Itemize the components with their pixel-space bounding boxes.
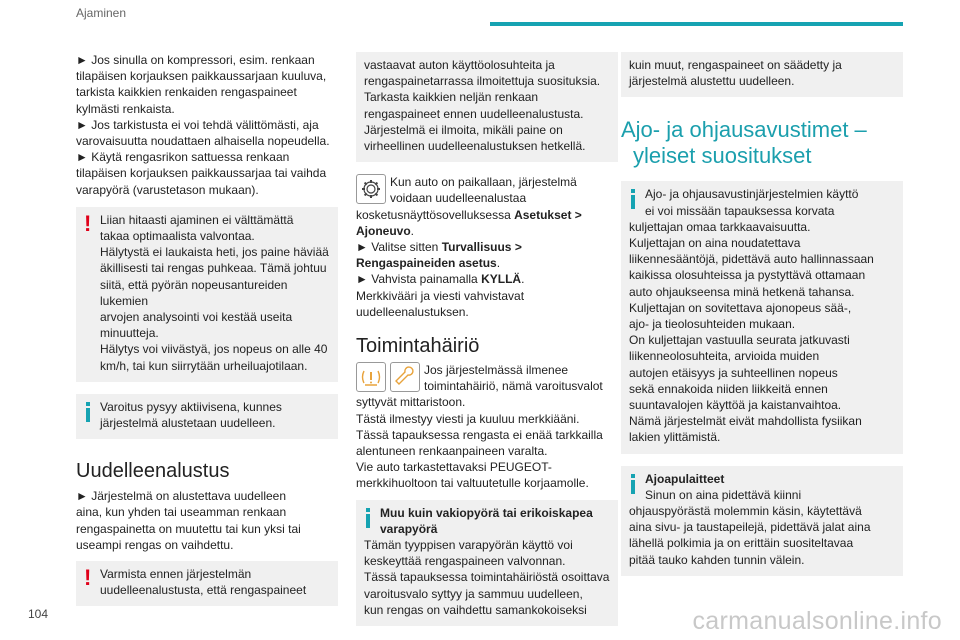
text-line: km/h, tai kun siirrytään urheiluajotilaan. [100,358,308,373]
section-heading-driving-aids: Ajo- ja ohjausavustimet – yleiset suositukset [621,117,867,169]
column-3 [621,52,903,576]
text-line: arvojen analysointi voi kestää useita [100,310,293,325]
text-line: alentuneen renkaanpaineen varalta. [356,444,548,459]
warning-icon: ! [84,210,92,236]
text-line: Tässä tapauksessa rengasta ei enää tarkkailla [356,427,603,442]
text-line: Sinun on aina pidettävä kiinni [645,487,802,502]
service-wrench-icon [390,362,420,392]
text-line: Tämän tyyppisen varapyörän käyttö voi [364,538,573,553]
header-accent-bar [490,22,903,26]
text-line: sekä ennakoida niiden liikkeitä ennen [629,381,828,396]
page-number: 104 [28,607,49,621]
text-line: varovaisuutta noudattaen alhaisella nopeudella. [76,134,330,149]
column-2 [356,52,618,626]
text-line: Varoitus pysyy aktiivisena, kunnes [100,399,282,414]
warning-box-pressure-check [76,561,338,606]
text-line: kuljettajan omaa tarkkaavaisuutta. [629,219,811,234]
column-1 [76,52,338,606]
text-line: järjestelmä alustetaan uudelleen. [100,416,276,431]
text-line: rengaspainetarrassa ilmoitettuja suosituksia. [364,74,601,89]
text-line: rengaspaineet ennen uudelleenalustusta. [364,106,584,121]
text-line: tilapäisen korjauksen paikkaussarjaan kuuluva, [76,69,327,84]
tpms-check-text [76,52,338,198]
text-line: kun rengas on vaihdettu samankokoiseksi [364,602,587,617]
text-line: On kuljettajan vastuulla seurata jatkuvasti [629,333,850,348]
text-line: Ajo- ja ohjausavustinjärjestelmien käyttö [645,187,859,202]
text-line: varapyörä (varustetason mukaan). [76,182,259,197]
info-icon [631,189,635,209]
text-line: Kuljettajan on aina noudatettava [629,236,801,251]
text-line: lähellä polkimia ja on erittäin suositeltavaa [629,536,854,551]
text-line: vastaavat auton käyttöolosuhteita ja [364,58,555,72]
text-line: Vie auto tarkastettavaksi PEUGEOT- [356,460,552,475]
text-line: äkillisesti tai rengas puhkeaa. Tämä johtuu [100,261,327,276]
text-line: virheellinen uudelleenalustuksen hetkellä. [364,139,586,154]
text-line: minuutteja. [100,326,159,341]
text-line: ohjauspyörästä molemmin käsin, käytettävä [629,504,862,519]
text-line: aina, kun yhden tai useamman renkaan [76,505,287,520]
text-line: useampi rengas on vaihdettu. [76,537,234,552]
text-line: pitää tauko kahden tunnin välein. [629,552,805,567]
text-line: Nämä järjestelmät eivät mahdollista fysiikan [629,414,862,429]
text-line: Kuljettajan on sovitettava ajonopeus sää-, [629,300,852,315]
text-line: siitä, että pyörän nopeusantureiden lukemien [100,277,288,308]
text-line: autojen etäisyys ja suhteellinen nopeus [629,365,838,380]
text-line: ► Käytä rengasrikon sattuessa renkaan [76,150,290,165]
info-icon [86,402,90,422]
text-line: merkkihuoltoon tai valtuutetulle korjaamolle. [356,476,589,491]
text-line: ► Jos sinulla on kompressori, esim. renkaan [76,53,315,67]
text-line: tilapäisen korjauksen paikkaussarjaa tai vaihda [76,166,327,181]
text-line: ► Jos tarkistusta ei voi tehdä välittömästi, aja [76,117,319,132]
text-line: Tässä tapauksessa toimintahäiriöstä osoittava [364,570,610,585]
warning-box-continued [356,52,618,162]
text-line: varoitusvalo syttyy ja sammuu uudelleen, [364,586,583,601]
text-line: järjestelmä alustettu uudelleen. [629,74,795,89]
text-line: uudelleenalustuksen. [356,304,469,319]
text-line: tarkista kaikkien renkaiden rengaspaineet [76,85,297,100]
text-line: lakien ylittämistä. [629,430,721,445]
text-line: Järjestelmä ei ilmoita, mikäli paine on [364,122,563,137]
warning-icon: ! [84,565,92,591]
section-heading-malfunction: Toimintahäiriö [356,335,480,358]
info-box-driver-responsibility [621,181,903,453]
section-heading-reset: Uudelleenalustus [76,460,230,483]
settings-gear-icon [356,174,386,204]
text-line: Hälytystä ei laukaista heti, jos paine häviää [100,245,329,260]
malfunction-paragraph: Jos järjestelmässä ilmenee toimintahäiriö, nämä varoitusvalot syttyvät mittaristoon. Tästä ilmestyy viesti ja kuuluu merkkiääni. Tässä tapauksessa rengasta ei enää tarkkailla alentuneen renkaanpaineen varalta. Vie auto tarkastettavaksi PEUGEOT- merkkihuoltoon tai valtuutetulle korjaamolle. [356,362,618,492]
text-line: takaa optimaalista valvontaa. [100,229,255,244]
info-box-warning-active [76,394,338,439]
text-line: suuntavalojen käyttöä ja kaistanvaihtoa. [629,398,842,413]
info-box-spare-wheel: Muu kuin vakiopyörä tai erikoiskapea varapyörä Tämän tyyppisen varapyörän käyttö voi keskeyttää rengaspaineen valvonnan. Tässä tapauksessa toimintahäiriöstä osoittava varoitusvalo syttyy ja sammuu uudelleen, kun rengas on vaihdettu samankokoiseksi [356,500,618,626]
warning-box-slow-driving [76,207,338,382]
info-icon [366,508,370,528]
watermark: carmanualsonline.info [692,607,942,635]
tyre-warning-icon [356,362,386,392]
text-line: uudelleenalustusta, että rengaspaineet [100,583,307,598]
text-line: kuin muut, rengaspaineet on säädetty ja [629,58,842,72]
text-line: liikennesääntöjä, pidettävä auto hallinnassaan [629,252,874,267]
text-line: liikenneolosuhteita, arvioida muiden [629,349,820,364]
text-line: rengaspainetta on muutettu tai kun yksi tai [76,521,301,536]
info-box-driving-aids: Ajoapulaitteet Sinun on aina pidettävä kiinni ohjauspyörästä molemmin käsin, käytettävä aina sivu- ja taustapeilejä, pidettävä jalat aina lähellä polkimia ja on erittäin suositeltavaa pitää tauko kahden tunnin välein. [621,466,903,576]
text-line: Hälytys voi viivästyä, jos nopeus on alle 40 [100,342,328,357]
text-line: aina sivu- ja taustapeilejä, pidettävä jalat aina [629,520,871,535]
text-line: syttyvät mittaristoon. [356,395,466,410]
text-line: keskeyttää rengaspaineen valvonnan. [364,554,566,569]
info-box-continued [621,52,903,97]
text-line: Varmista ennen järjestelmän [100,567,252,582]
text-line: ajo- ja tieolosuhteiden mukaan. [629,317,796,332]
info-icon [631,474,635,494]
text-line: kylmästi renkaista. [76,101,175,116]
text-line: Merkkivääri ja viesti vahvistavat [356,288,525,303]
text-line: Tästä ilmestyy viesti ja kuuluu merkkiääni. [356,411,580,426]
text-line: kaikissa olosuhteissa ja pystyttävä ottamaan [629,268,866,283]
text-line: ei voi missään tapauksessa korvata [645,203,835,218]
text-line: Liian hitaasti ajaminen ei välttämättä [100,212,294,227]
text-line: ► Järjestelmä on alustettava uudelleen [76,489,286,504]
reset-text [76,488,338,553]
settings-reset-paragraph: Kun auto on paikallaan, järjestelmä voidaan uudelleenalustaa kosketusnäyttösovelluksessa Asetukset > Ajoneuvo. ► Valitse sitten Turvallisuus > Rengaspaineiden asetus. ► Vahvista painamalla KYLLÄ. Merkkivääri ja viesti vahvistavat uudelleenalustuksen. [356,174,618,320]
text-line: Tarkasta kaikkien neljän renkaan [364,90,539,105]
running-header: Ajaminen [76,6,127,20]
text-line: auto ohjaukseensa minä hetkenä tahansa. [629,284,855,299]
